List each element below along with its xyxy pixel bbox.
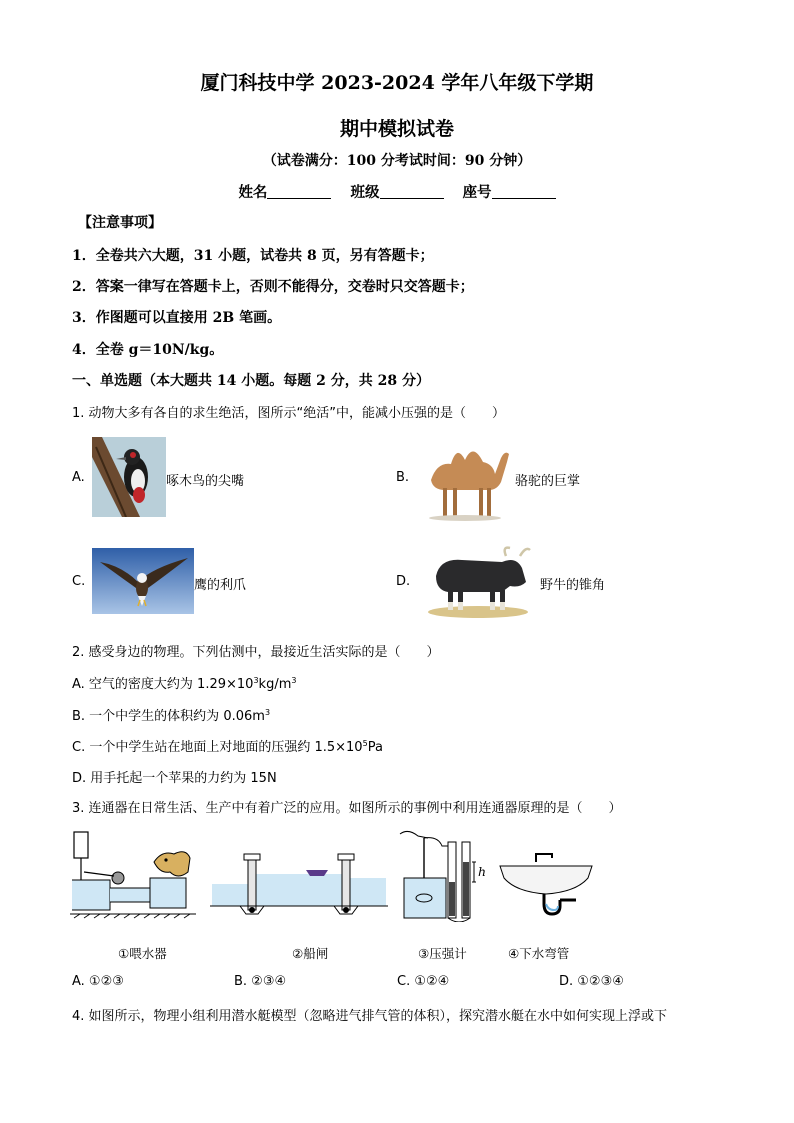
class-blank[interactable] — [380, 184, 444, 199]
q2-option-b[interactable] — [72, 705, 270, 724]
q1-option-b-text: 骆驼的巨掌 — [515, 474, 581, 489]
student-fields — [0, 181, 794, 202]
q2-option-c-unit: Pa — [367, 740, 383, 755]
ship-lock-figure — [210, 852, 388, 918]
question-1-stem: 1. 动物大多有各自的求生绝活，图所示“绝活”中，能减小压强的是（ ） — [72, 406, 506, 421]
class-label: 班级 — [350, 184, 380, 201]
height-label: h — [478, 864, 487, 879]
name-label: 姓名 — [238, 184, 268, 201]
exam-subtitle: 期中模拟试卷 — [339, 118, 454, 140]
note-item: 2．答案一律写在答题卡上，否则不能得分，交卷时只交答题卡； — [72, 279, 474, 295]
q2-option-d[interactable]: D. 用手托起一个苹果的力约为 15N — [72, 771, 277, 786]
name-blank[interactable] — [267, 184, 331, 199]
notes-heading: 【注意事项】 — [78, 215, 162, 231]
exam-title: 厦门科技中学 2023-2024 学年八年级下学期 — [200, 72, 594, 94]
q2-option-a-text: A. 空气的密度大约为 1.29×10 — [72, 677, 254, 692]
q3-option-c[interactable]: C. ①②④ — [397, 974, 450, 989]
sink-drain-figure — [496, 848, 596, 926]
q2-option-a-unit: kg/m — [258, 677, 292, 692]
pressure-gauge-figure — [398, 826, 496, 922]
eagle-image — [92, 548, 194, 614]
q2-option-a-sup: 3 — [253, 676, 259, 685]
q1-option-d-text: 野牛的锥角 — [540, 578, 606, 593]
q2-option-c-text: C. 一个中学生站在地面上对地面的压强约 1.5×10 — [72, 740, 363, 755]
q1-option-b-letter[interactable]: B. — [396, 470, 410, 485]
exam-info: （试卷满分：100 分考试时间：90 分钟） — [262, 153, 532, 169]
q1-option-a-text: 啄木鸟的尖嘴 — [166, 474, 245, 489]
q2-option-a-sup2: 3 — [291, 676, 297, 685]
note-item: 1．全卷共六大题，31 小题，试卷共 8 页，另有答题卡； — [72, 248, 434, 264]
note-item: 3．作图题可以直接用 2B 笔画。 — [72, 310, 282, 326]
seat-label: 座号 — [462, 184, 492, 201]
note-item: 4．全卷 g＝10N/kg。 — [72, 342, 224, 358]
q2-option-b-text: B. 一个中学生的体积约为 0.06m — [72, 709, 265, 724]
figure-caption-2: ②船闸 — [292, 946, 329, 961]
q2-option-b-sup: 3 — [264, 708, 271, 717]
q3-option-d[interactable]: D. ①②③④ — [559, 974, 624, 989]
woodpecker-image — [92, 437, 166, 517]
q3-option-a[interactable]: A. ①②③ — [72, 974, 124, 989]
figure-caption-4: ④下水弯管 — [508, 946, 570, 961]
question-2-stem: 2. 感受身边的物理。下列估测中，最接近生活实际的是（ ） — [72, 645, 440, 660]
q1-option-a-letter[interactable]: A. — [72, 470, 85, 485]
q3-option-b[interactable]: B. ②③④ — [234, 974, 287, 989]
q2-option-c-sup: 5 — [362, 739, 368, 748]
camel-image — [417, 434, 513, 522]
q2-option-c[interactable] — [72, 736, 383, 755]
figure-caption-1: ①喂水器 — [118, 946, 167, 961]
water-feeder-figure — [70, 828, 196, 920]
question-4-stem: 4. 如图所示，物理小组利用潜水艇模型（忽略进气排气管的体积），探究潜水艇在水中如何实现上浮或下 — [72, 1009, 668, 1024]
question-3-stem: 3. 连通器在日常生活、生产中有着广泛的应用。如图所示的事例中利用连通器原理的是（ ） — [72, 801, 622, 816]
section-heading: 一、单选题（本大题共 14 小题。每题 2 分，共 28 分） — [72, 373, 430, 389]
q1-option-c-text: 鹰的利爪 — [194, 578, 247, 593]
figure-caption-3: ③压强计 — [418, 946, 467, 961]
q1-option-c-letter[interactable]: C. — [72, 574, 86, 589]
q1-option-d-letter[interactable]: D. — [396, 574, 411, 589]
bison-image — [422, 542, 534, 620]
seat-blank[interactable] — [492, 184, 556, 199]
q2-option-a[interactable] — [72, 673, 296, 692]
